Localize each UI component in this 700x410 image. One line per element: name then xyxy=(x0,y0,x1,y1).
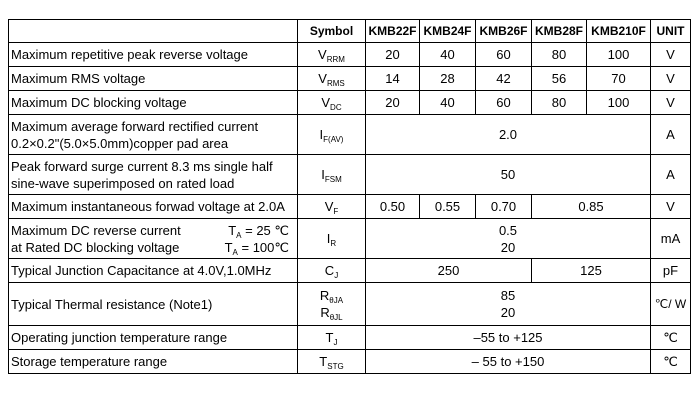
desc-ir-cond-2: $T_A$ = 100℃ xyxy=(224,239,289,257)
value-vrms-2: 28 xyxy=(420,67,476,91)
desc-ifsm-line-2: sine-wave superimposed on rated load xyxy=(11,175,235,191)
header-unit: UNIT xyxy=(651,20,691,43)
row-ir xyxy=(9,219,691,259)
unit-vrrm: V xyxy=(651,43,691,67)
desc-ifsm xyxy=(9,155,298,195)
unit-tstg: ℃ xyxy=(651,350,691,374)
desc-ir xyxy=(9,219,298,259)
desc-ifav-line-2: 0.2×0.2"(5.0×5.0mm)copper pad area xyxy=(11,135,229,151)
desc-vrrm: Maximum repetitive peak reverse voltage xyxy=(9,43,298,67)
value-vrrm-3: 60 xyxy=(476,43,532,67)
header-symbol: Symbol xyxy=(298,20,366,43)
desc-tj: Operating junction temperature range xyxy=(9,326,298,350)
row-vrms xyxy=(9,67,691,91)
desc-vdc: Maximum DC blocking voltage xyxy=(9,91,298,115)
header-model-4: KMB28F xyxy=(532,20,587,43)
symbol-rth xyxy=(298,283,366,326)
desc-vrms: Maximum RMS voltage xyxy=(9,67,298,91)
desc-ifav xyxy=(9,115,298,155)
row-vrrm xyxy=(9,43,691,67)
value-vdc-2: 40 xyxy=(420,91,476,115)
value-vdc-3: 60 xyxy=(476,91,532,115)
value-vf-4: 0.85 xyxy=(532,195,651,219)
desc-tstg: Storage temperature range xyxy=(9,350,298,374)
value-rth-2: 20 xyxy=(500,305,516,320)
value-ifsm: 50 xyxy=(366,155,651,195)
unit-vdc: V xyxy=(651,91,691,115)
row-ifav xyxy=(9,115,691,155)
value-vf-3: 0.70 xyxy=(476,195,532,219)
desc-ir-text-2: at Rated DC blocking voltage xyxy=(11,239,180,255)
value-vdc-5: 100 xyxy=(587,91,651,115)
header-blank-cell xyxy=(9,20,298,43)
row-cj xyxy=(9,259,691,283)
symbol-cj: $C_J$ xyxy=(298,259,366,283)
unit-cj: pF xyxy=(651,259,691,283)
symbol-tstg: $T_{STG}$ xyxy=(298,350,366,374)
value-ir xyxy=(366,219,651,259)
value-tj: –55 to +125 xyxy=(366,326,651,350)
value-cj-1: 250 xyxy=(366,259,532,283)
value-cj-2: 125 xyxy=(532,259,651,283)
value-vdc-1: 20 xyxy=(366,91,420,115)
desc-ir-text-1: Maximum DC reverse current xyxy=(11,222,181,238)
symbol-vf: $V_F$ xyxy=(298,195,366,219)
desc-ir-line-2 xyxy=(11,239,297,256)
symbol-ifsm: $I_{FSM}$ xyxy=(298,155,366,195)
value-tstg: – 55 to +150 xyxy=(366,350,651,374)
value-ir-2: 20 xyxy=(500,239,516,255)
value-rth-1: 85 xyxy=(500,288,516,303)
row-vdc xyxy=(9,91,691,115)
symbol-vrrm: $V_{RRM}$ xyxy=(298,43,366,67)
desc-ir-line-1 xyxy=(11,222,297,239)
symbol-rth-ja: $R_{\theta JA}$ xyxy=(319,288,344,305)
row-tstg xyxy=(9,350,691,374)
header-row xyxy=(9,20,691,43)
value-vrms-1: 14 xyxy=(366,67,420,91)
value-ifav: 2.0 xyxy=(366,115,651,155)
row-ifsm xyxy=(9,155,691,195)
header-model-1: KMB22F xyxy=(366,20,420,43)
unit-ifav: A xyxy=(651,115,691,155)
desc-vf: Maximum instantaneous forwad voltage at 2.0A xyxy=(9,195,298,219)
value-vrrm-1: 20 xyxy=(366,43,420,67)
spec-table xyxy=(8,19,691,374)
unit-vrms: V xyxy=(651,67,691,91)
symbol-vdc: $V_{DC}$ xyxy=(298,91,366,115)
value-vrrm-2: 40 xyxy=(420,43,476,67)
row-vf xyxy=(9,195,691,219)
row-tj xyxy=(9,326,691,350)
value-vrrm-4: 80 xyxy=(532,43,587,67)
unit-ifsm: A xyxy=(651,155,691,195)
unit-ir: mA xyxy=(651,219,691,259)
header-model-3: KMB26F xyxy=(476,20,532,43)
desc-ir-cond-1: $T_A = 25$ ℃ xyxy=(228,222,289,240)
value-rth xyxy=(366,283,651,326)
value-vdc-4: 80 xyxy=(532,91,587,115)
spec-table-container xyxy=(8,19,691,374)
value-vf-1: 0.50 xyxy=(366,195,420,219)
value-vrrm-5: 100 xyxy=(587,43,651,67)
header-model-2: KMB24F xyxy=(420,20,476,43)
desc-ifav-line-1: Maximum average forward rectified current xyxy=(11,118,259,134)
row-rth xyxy=(9,283,691,326)
symbol-vrms: $V_{RMS}$ xyxy=(298,67,366,91)
value-vrms-3: 42 xyxy=(476,67,532,91)
value-vrms-5: 70 xyxy=(587,67,651,91)
symbol-ifav: $I_{F(AV)}$ xyxy=(298,115,366,155)
header-model-5: KMB210F xyxy=(587,20,651,43)
symbol-ir: $I_R$ xyxy=(298,219,366,259)
desc-rth: Typical Thermal resistance (Note1) xyxy=(9,283,298,326)
value-ir-1: 0.5 xyxy=(498,222,518,238)
desc-cj: Typical Junction Capacitance at 4.0V,1.0MHz xyxy=(9,259,298,283)
unit-vf: V xyxy=(651,195,691,219)
symbol-rth-jl: $R_{\theta JL}$ xyxy=(320,305,343,322)
symbol-tj: $T_J$ xyxy=(298,326,366,350)
desc-ifsm-line-1: Peak forward surge current 8.3 ms single half xyxy=(11,158,273,174)
value-vrms-4: 56 xyxy=(532,67,587,91)
unit-tj: ℃ xyxy=(651,326,691,350)
value-vf-2: 0.55 xyxy=(420,195,476,219)
unit-rth: ℃/ W xyxy=(651,283,691,326)
